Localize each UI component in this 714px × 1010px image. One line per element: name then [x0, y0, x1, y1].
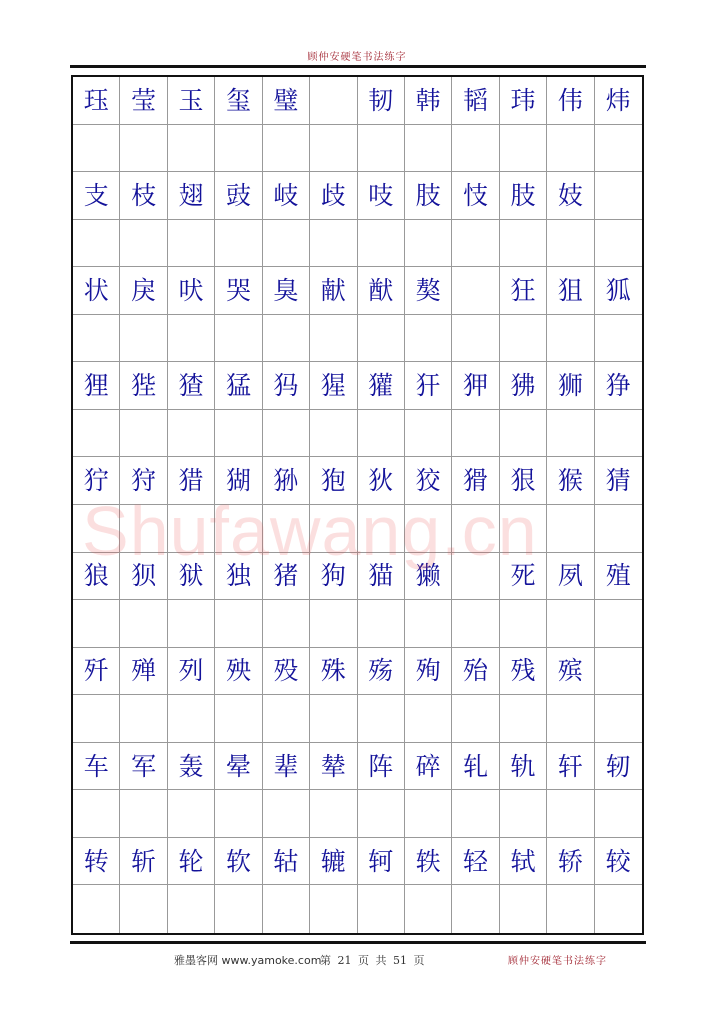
- grid-empty-cell: [405, 790, 452, 838]
- grid-empty-cell: [310, 505, 357, 553]
- grid-character: 辇: [310, 743, 357, 791]
- grid-character: 犴: [405, 362, 452, 410]
- grid-character: 狩: [120, 457, 167, 505]
- grid-empty-cell: [73, 220, 120, 268]
- grid-character: 较: [595, 838, 642, 886]
- grid-empty-cell: [500, 505, 547, 553]
- grid-character: 死: [500, 553, 547, 601]
- grid-character: 獭: [405, 553, 452, 601]
- grid-empty-cell: [405, 220, 452, 268]
- grid-character: 轼: [500, 838, 547, 886]
- grid-character: 枝: [120, 172, 167, 220]
- grid-empty-cell: [263, 220, 310, 268]
- grid-character: 猜: [595, 457, 642, 505]
- grid-empty-cell: [595, 695, 642, 743]
- grid-empty-cell: [215, 600, 262, 648]
- grid-character: 猹: [168, 362, 215, 410]
- grid-empty-cell: [405, 410, 452, 458]
- grid-empty-cell: [547, 410, 594, 458]
- grid-character: 轧: [452, 743, 499, 791]
- grid-empty-cell: [120, 600, 167, 648]
- grid-empty-cell: [358, 600, 405, 648]
- grid-empty-cell: [452, 600, 499, 648]
- grid-empty-cell: [595, 600, 642, 648]
- grid-empty-cell: [168, 885, 215, 933]
- grid-empty-cell: [358, 315, 405, 363]
- grid-empty-cell: [595, 505, 642, 553]
- grid-character: 豉: [215, 172, 262, 220]
- grid-character: 轨: [500, 743, 547, 791]
- grid-empty-cell: [358, 885, 405, 933]
- grid-empty-cell: [73, 505, 120, 553]
- grid-character: 轰: [168, 743, 215, 791]
- grid-empty-cell: [263, 885, 310, 933]
- grid-character: 殡: [547, 648, 594, 696]
- grid-empty-cell: [500, 315, 547, 363]
- grid-character: 韬: [452, 77, 499, 125]
- grid-character: 轫: [595, 743, 642, 791]
- grid-character: 殇: [358, 648, 405, 696]
- grid-empty-cell: [547, 220, 594, 268]
- grid-character: 辘: [310, 838, 357, 886]
- grid-empty-cell: [215, 315, 262, 363]
- grid-empty-cell: [120, 695, 167, 743]
- grid-character: 轮: [168, 838, 215, 886]
- grid-character: 状: [73, 267, 120, 315]
- grid-empty-cell: [358, 505, 405, 553]
- grid-character: 狂: [500, 267, 547, 315]
- grid-empty-cell: [500, 695, 547, 743]
- grid-character: 残: [500, 648, 547, 696]
- grid-empty-cell: [73, 790, 120, 838]
- page-header-title: 顾仲安硬笔书法练字: [307, 52, 407, 63]
- grid-character: 狸: [73, 362, 120, 410]
- grid-empty-cell: [452, 410, 499, 458]
- grid-character: 殖: [595, 553, 642, 601]
- grid-character: 狙: [547, 267, 594, 315]
- grid-empty-cell: [168, 505, 215, 553]
- grid-character: 独: [215, 553, 262, 601]
- grid-empty-cell: [263, 790, 310, 838]
- grid-empty-cell: [500, 410, 547, 458]
- grid-empty-cell: [310, 220, 357, 268]
- grid-empty-cell: [215, 125, 262, 173]
- grid-character: 阵: [358, 743, 405, 791]
- grid-empty-cell: [310, 885, 357, 933]
- grid-character: 猴: [547, 457, 594, 505]
- grid-character: 戾: [120, 267, 167, 315]
- grid-empty-cell: [168, 600, 215, 648]
- grid-empty-cell: [168, 695, 215, 743]
- grid-empty-cell: [215, 220, 262, 268]
- grid-empty-cell: [452, 553, 499, 601]
- grid-character: 猩: [310, 362, 357, 410]
- grid-empty-cell: [73, 885, 120, 933]
- grid-character: 岐: [263, 172, 310, 220]
- grid-character: 韧: [358, 77, 405, 125]
- grid-empty-cell: [547, 125, 594, 173]
- grid-empty-cell: [547, 600, 594, 648]
- grid-character: 炜: [595, 77, 642, 125]
- grid-character: 猾: [452, 457, 499, 505]
- grid-empty-cell: [120, 220, 167, 268]
- grid-character: 轲: [358, 838, 405, 886]
- grid-character: 妓: [547, 172, 594, 220]
- grid-character: 獾: [358, 362, 405, 410]
- footer-page-info: 第 21 页 共 51 页: [320, 954, 425, 967]
- grid-empty-cell: [263, 505, 310, 553]
- grid-empty-cell: [120, 315, 167, 363]
- grid-character: 狈: [120, 553, 167, 601]
- grid-empty-cell: [310, 410, 357, 458]
- grid-empty-cell: [73, 600, 120, 648]
- grid-empty-cell: [452, 220, 499, 268]
- grid-character: 狮: [547, 362, 594, 410]
- grid-character: 殉: [405, 648, 452, 696]
- grid-character: 轻: [452, 838, 499, 886]
- grid-character: 列: [168, 648, 215, 696]
- grid-empty-cell: [215, 885, 262, 933]
- grid-character: 轱: [263, 838, 310, 886]
- grid-empty-cell: [500, 220, 547, 268]
- grid-character: 翅: [168, 172, 215, 220]
- grid-empty-cell: [73, 125, 120, 173]
- grid-empty-cell: [595, 315, 642, 363]
- grid-empty-cell: [547, 695, 594, 743]
- grid-empty-cell: [595, 220, 642, 268]
- grid-empty-cell: [547, 315, 594, 363]
- grid-empty-cell: [452, 790, 499, 838]
- grid-empty-cell: [263, 600, 310, 648]
- grid-empty-cell: [310, 125, 357, 173]
- grid-empty-cell: [452, 505, 499, 553]
- grid-empty-cell: [263, 695, 310, 743]
- grid-empty-cell: [595, 648, 642, 696]
- header-rule: [70, 65, 646, 68]
- grid-character: 犸: [263, 362, 310, 410]
- grid-character: 吱: [358, 172, 405, 220]
- grid-character: 猢: [215, 457, 262, 505]
- grid-character: 肢: [405, 172, 452, 220]
- grid-empty-cell: [452, 695, 499, 743]
- grid-empty-cell: [358, 695, 405, 743]
- grid-character: 殃: [215, 648, 262, 696]
- grid-character: 夙: [547, 553, 594, 601]
- grid-character: 辈: [263, 743, 310, 791]
- grid-empty-cell: [168, 220, 215, 268]
- grid-empty-cell: [263, 315, 310, 363]
- grid-character: 轿: [547, 838, 594, 886]
- grid-character: 晕: [215, 743, 262, 791]
- grid-character: 狼: [73, 553, 120, 601]
- grid-character: 歧: [310, 172, 357, 220]
- footer-site: 雅墨客网 www.yamoke.com: [174, 954, 322, 967]
- grid-empty-cell: [500, 600, 547, 648]
- grid-character: 支: [73, 172, 120, 220]
- grid-empty-cell: [595, 885, 642, 933]
- grid-empty-cell: [120, 505, 167, 553]
- grid-empty-cell: [405, 505, 452, 553]
- footer-rule: [70, 941, 646, 944]
- grid-empty-cell: [405, 695, 452, 743]
- grid-character: 狴: [120, 362, 167, 410]
- grid-character: 猎: [168, 457, 215, 505]
- grid-empty-cell: [547, 790, 594, 838]
- grid-character: 狍: [310, 457, 357, 505]
- grid-empty-cell: [215, 790, 262, 838]
- grid-character: 狎: [452, 362, 499, 410]
- grid-empty-cell: [215, 410, 262, 458]
- grid-empty-cell: [595, 172, 642, 220]
- grid-character: 玉: [168, 77, 215, 125]
- grid-character: 狰: [595, 362, 642, 410]
- grid-empty-cell: [405, 315, 452, 363]
- grid-empty-cell: [452, 267, 499, 315]
- grid-character: 狲: [263, 457, 310, 505]
- grid-character: 韩: [405, 77, 452, 125]
- grid-empty-cell: [120, 790, 167, 838]
- grid-empty-cell: [168, 315, 215, 363]
- grid-empty-cell: [405, 125, 452, 173]
- grid-character: 轩: [547, 743, 594, 791]
- grid-empty-cell: [452, 315, 499, 363]
- grid-character: 狐: [595, 267, 642, 315]
- grid-character: 玮: [500, 77, 547, 125]
- grid-character: 吠: [168, 267, 215, 315]
- grid-empty-cell: [358, 410, 405, 458]
- grid-empty-cell: [120, 125, 167, 173]
- grid-empty-cell: [120, 885, 167, 933]
- grid-empty-cell: [547, 885, 594, 933]
- grid-character: 臭: [263, 267, 310, 315]
- grid-character: 狒: [500, 362, 547, 410]
- grid-empty-cell: [500, 885, 547, 933]
- grid-character: 璧: [263, 77, 310, 125]
- grid-character: 歼: [73, 648, 120, 696]
- grid-empty-cell: [168, 790, 215, 838]
- grid-empty-cell: [500, 790, 547, 838]
- grid-empty-cell: [73, 410, 120, 458]
- grid-character: 献: [310, 267, 357, 315]
- grid-character: 殊: [310, 648, 357, 696]
- grid-empty-cell: [310, 77, 357, 125]
- watermark: Shufawang.cn: [82, 492, 538, 570]
- grid-empty-cell: [263, 410, 310, 458]
- grid-empty-cell: [310, 695, 357, 743]
- grid-character: 狄: [358, 457, 405, 505]
- grid-character: 狠: [500, 457, 547, 505]
- grid-empty-cell: [358, 790, 405, 838]
- grid-empty-cell: [452, 125, 499, 173]
- grid-character: 珏: [73, 77, 120, 125]
- grid-character: 狡: [405, 457, 452, 505]
- grid-empty-cell: [595, 790, 642, 838]
- grid-empty-cell: [168, 125, 215, 173]
- grid-empty-cell: [310, 600, 357, 648]
- grid-empty-cell: [73, 695, 120, 743]
- grid-character: 猪: [263, 553, 310, 601]
- grid-character: 轶: [405, 838, 452, 886]
- grid-empty-cell: [547, 505, 594, 553]
- grid-empty-cell: [310, 790, 357, 838]
- grid-character: 车: [73, 743, 120, 791]
- grid-character: 獒: [405, 267, 452, 315]
- grid-empty-cell: [595, 125, 642, 173]
- grid-character: 碎: [405, 743, 452, 791]
- grid-empty-cell: [215, 695, 262, 743]
- grid-empty-cell: [405, 885, 452, 933]
- grid-empty-cell: [120, 410, 167, 458]
- grid-empty-cell: [310, 315, 357, 363]
- grid-character: 狗: [310, 553, 357, 601]
- grid-empty-cell: [358, 220, 405, 268]
- grid-character: 猛: [215, 362, 262, 410]
- grid-empty-cell: [595, 410, 642, 458]
- grid-character: 忮: [452, 172, 499, 220]
- grid-character: 军: [120, 743, 167, 791]
- grid-character: 哭: [215, 267, 262, 315]
- grid-character: 肢: [500, 172, 547, 220]
- grid-character: 猫: [358, 553, 405, 601]
- grid-empty-cell: [452, 885, 499, 933]
- grid-empty-cell: [73, 315, 120, 363]
- grid-character: 伟: [547, 77, 594, 125]
- practice-grid: [71, 75, 644, 935]
- grid-empty-cell: [405, 600, 452, 648]
- grid-character: 软: [215, 838, 262, 886]
- grid-character: 狱: [168, 553, 215, 601]
- grid-character: 殚: [120, 648, 167, 696]
- grid-character: 莹: [120, 77, 167, 125]
- grid-character: 玺: [215, 77, 262, 125]
- grid-character: 转: [73, 838, 120, 886]
- grid-empty-cell: [500, 125, 547, 173]
- grid-empty-cell: [263, 125, 310, 173]
- grid-empty-cell: [215, 505, 262, 553]
- grid-character: 殁: [263, 648, 310, 696]
- footer-brand: 顾仲安硬笔书法练字: [508, 956, 607, 967]
- grid-character: 殆: [452, 648, 499, 696]
- grid-character: 斩: [120, 838, 167, 886]
- grid-empty-cell: [168, 410, 215, 458]
- grid-character: 狞: [73, 457, 120, 505]
- grid-empty-cell: [358, 125, 405, 173]
- grid-character: 猷: [358, 267, 405, 315]
